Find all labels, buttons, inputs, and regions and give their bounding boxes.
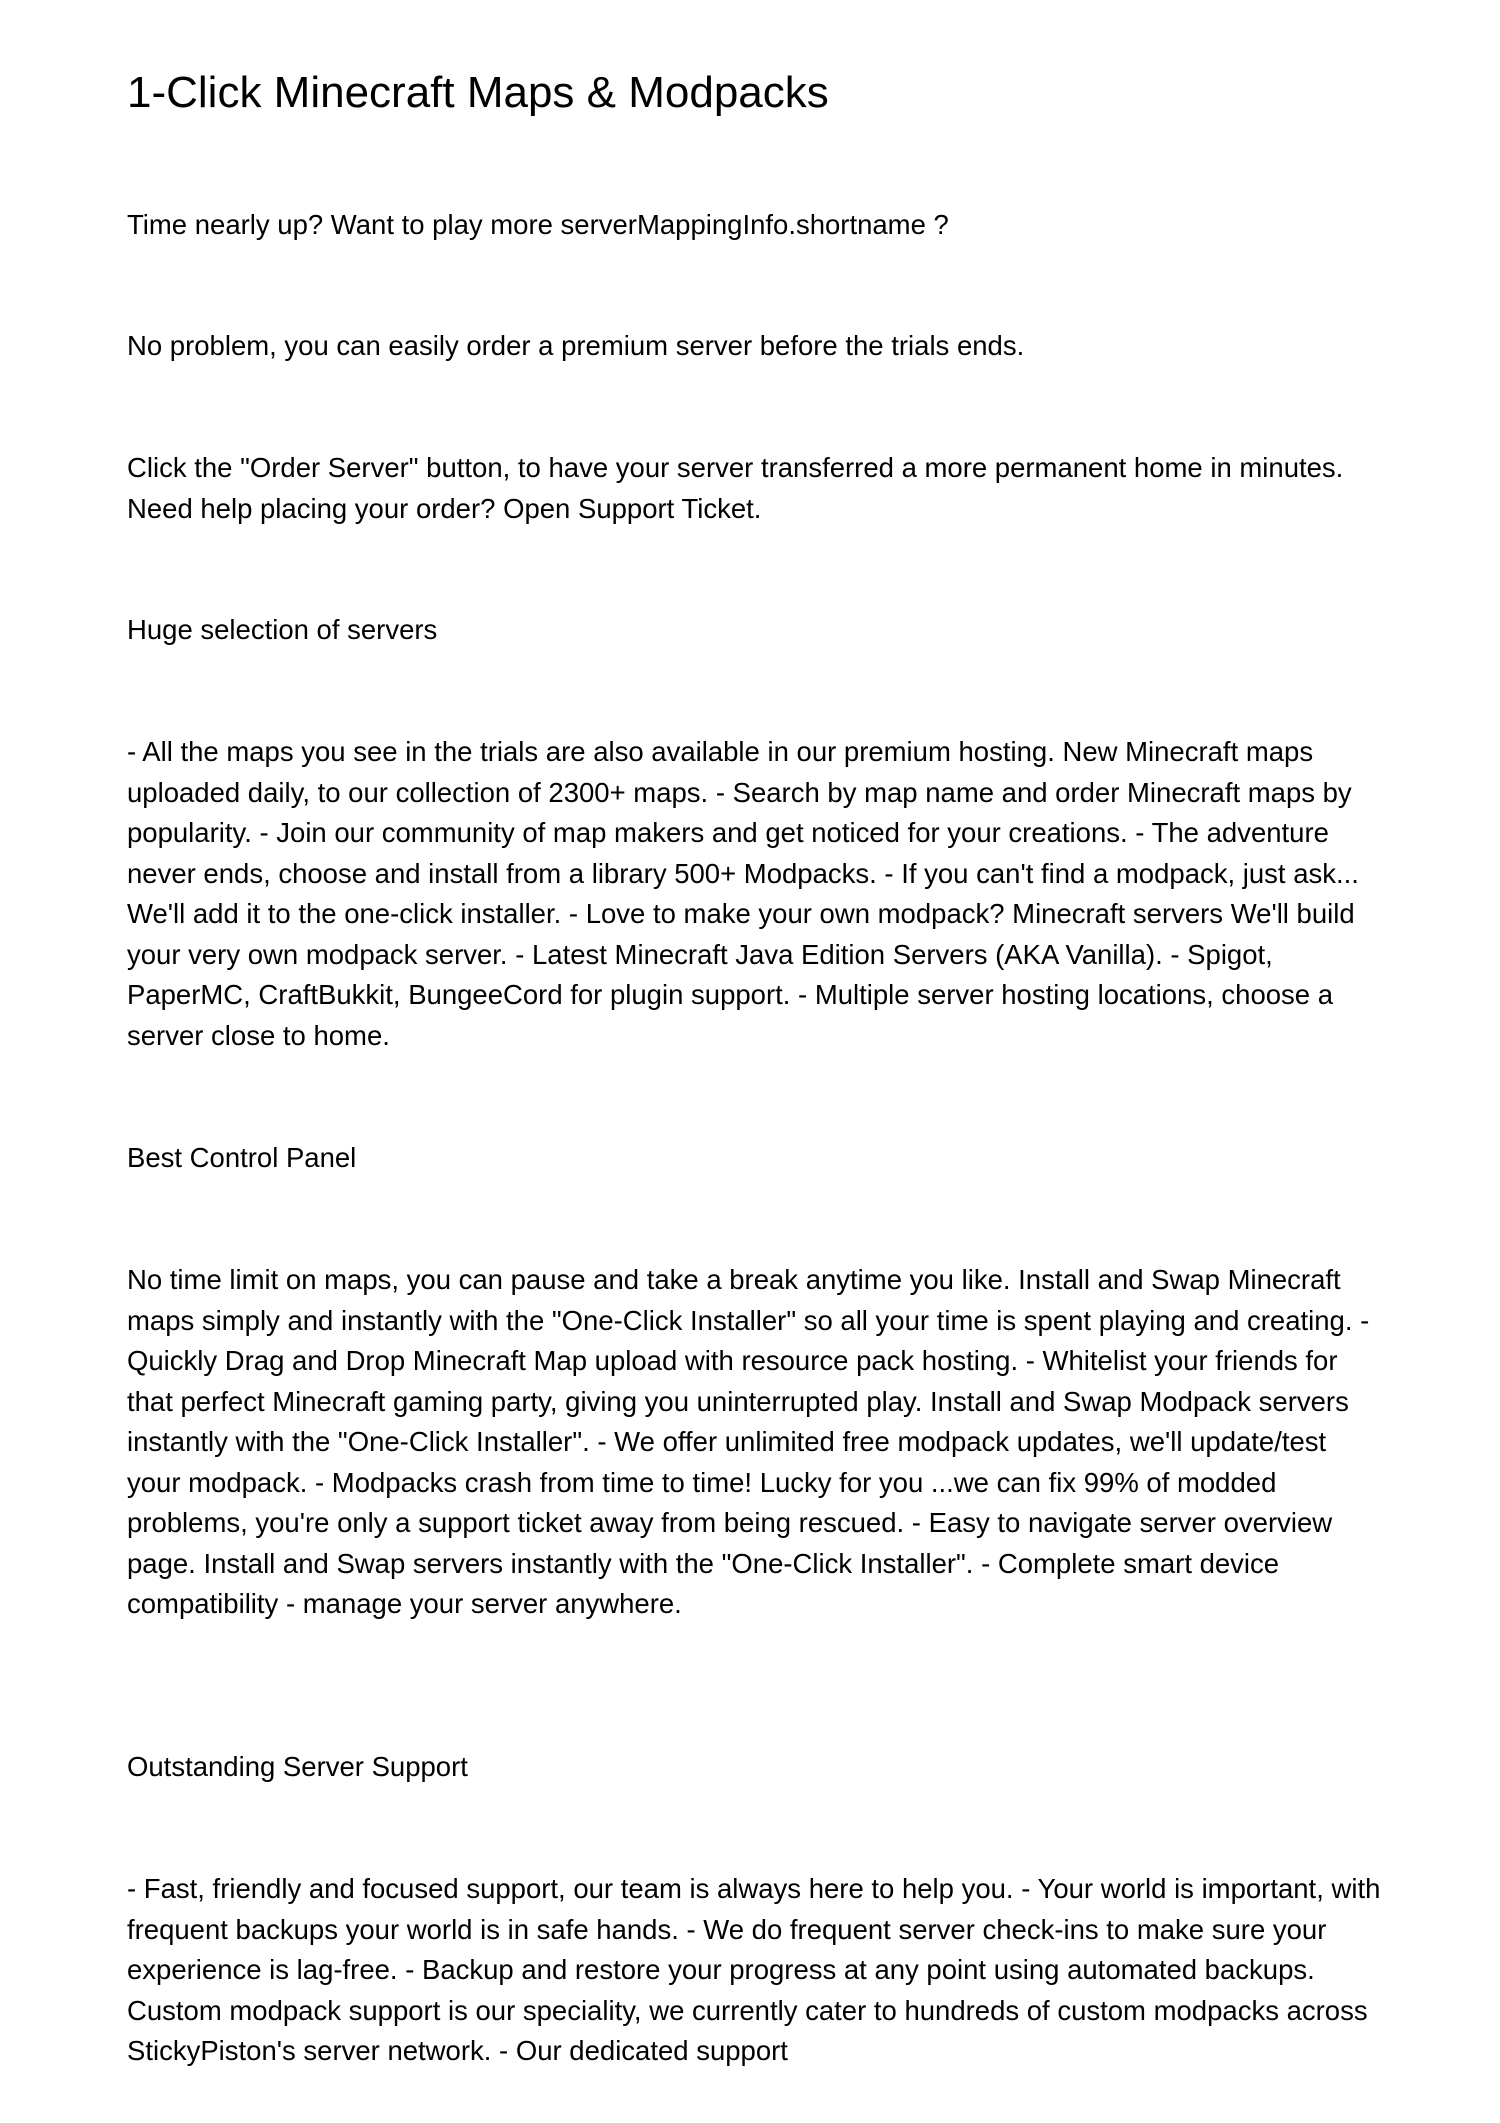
paragraph-no-problem: No problem, you can easily order a premium server before the trials ends. (127, 330, 1025, 361)
heading-outstanding-support: Outstanding Server Support (127, 1751, 468, 1782)
paragraph-order-server: Click the "Order Server" button, to have your server transferred a more permanent home in minutes. Need help placing your order? Open Support Ticket. (127, 452, 1344, 524)
paragraph-maps-modpacks: - All the maps you see in the trials are also available in our premium hosting. New Minecraft maps uploaded daily, to our collection of 2300+ maps. - Search by map name and order Minecraft maps by popularity. - Join our community of map makers and get noticed for your creations. - The adventure never ends, choose and install from a library 500+ Modpacks. - If you can't find a modpack, just ask... We'll add it to the one-click installer. - Love to make your own modpack? Minecraft servers We'll build your very own modpack server. - Latest Minecraft Java Edition Servers (AKA Vanilla). - Spigot, PaperMC, CraftBukkit, BungeeCord for plugin support. - Multiple server hosting locations, choose a server close to home. (127, 736, 1359, 1051)
heading-best-control-panel: Best Control Panel (127, 1142, 357, 1173)
paragraph-control-panel-features: No time limit on maps, you can pause and take a break anytime you like. Install and Swap Minecraft maps simply and instantly with the "One-Click Installer" so all your time is spent playing and creating. - Quickly Drag and Drop Minecraft Map upload with resource pack hosting. - Whitelist your friends for that perfect Minecraft gaming party, giving you uninterrupted play. Install and Swap Modpack servers instantly with the "One-Click Installer". - We offer unlimited free modpack updates, we'll update/test your modpack. - Modpacks crash from time to time! Lucky for you ...we can fix 99% of modded problems, you're only a support ticket away from being rescued. - Easy to navigate server overview page. Install and Swap servers instantly with the "One-Click Installer". - Complete smart device compatibility - manage your server anywhere. (127, 1264, 1370, 1619)
paragraph-time-nearly-up: Time nearly up? Want to play more serverMappingInfo.shortname ? (127, 209, 949, 240)
page-title: 1-Click Minecraft Maps & Modpacks (127, 68, 829, 117)
heading-huge-selection: Huge selection of servers (127, 614, 438, 645)
paragraph-support-features: - Fast, friendly and focused support, our team is always here to help you. - Your world is important, with frequent backups your world is in safe hands. - We do frequent server check-ins to make sure your experience is lag-free. - Backup and restore your progress at any point using automated backups. Custom modpack support is our speciality, we currently cater to hundreds of custom modpacks across StickyPiston's server network. - Our dedicated support (127, 1873, 1381, 2066)
